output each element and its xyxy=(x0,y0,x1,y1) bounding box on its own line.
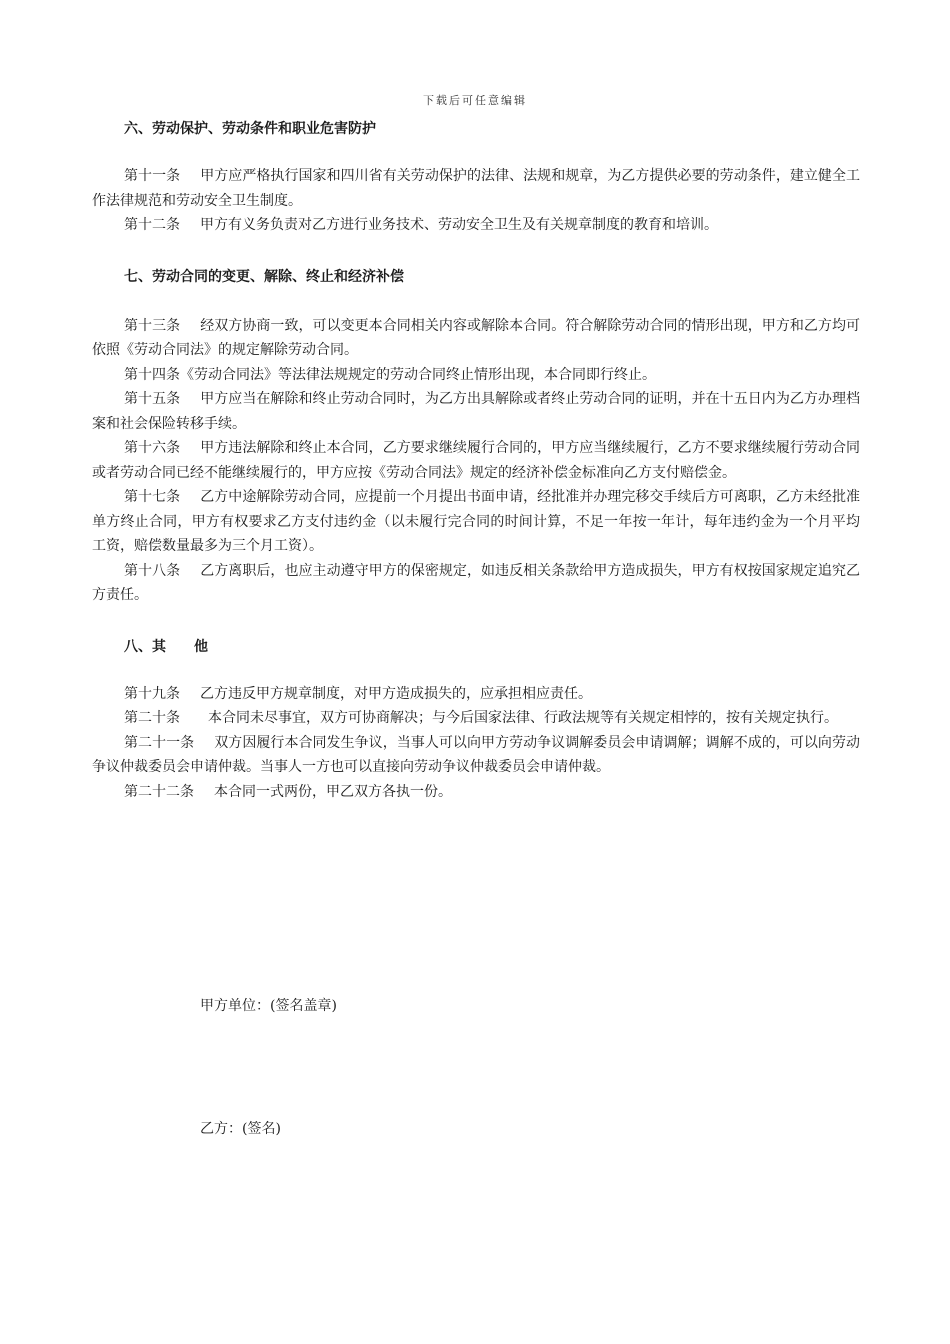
clause-22-number: 第二十二条 xyxy=(124,783,194,800)
clause-19-text: 乙方违反甲方规章制度，对甲方造成损失的，应承担相应责任。 xyxy=(200,685,592,702)
clause-14 xyxy=(92,363,860,388)
clause-16-number: 第十六条 xyxy=(124,440,181,456)
clause-12-number: 第十二条 xyxy=(124,217,180,233)
clause-21-number: 第二十一条 xyxy=(124,734,195,751)
clause-11-text: 甲方应严格执行国家和四川省有关劳动保护的法律、法规和规章，为乙方提供必要的劳动条件，建立健全工作法律规范和劳动安全卫生制度。 xyxy=(92,168,861,209)
clause-19 xyxy=(92,682,860,707)
clause-12-text: 甲方有义务负责对乙方进行业务技术、劳动安全卫生及有关规章制度的教育和培训。 xyxy=(200,217,718,233)
clause-14-text: 《劳动合同法》等法律法规规定的劳动合同终止情形出现，本合同即行终止。 xyxy=(180,366,656,383)
header-watermark: 下载后可任意编辑 xyxy=(423,94,527,107)
clause-20 xyxy=(92,706,860,731)
party-a-signature-line: 甲方单位：(签名盖章) xyxy=(200,998,337,1014)
clause-15-number: 第十五条 xyxy=(124,391,181,407)
section-6-heading: 六、劳动保护、劳动条件和职业危害防护 xyxy=(124,121,376,137)
contract-body xyxy=(92,118,860,804)
clause-13-number: 第十三条 xyxy=(124,317,181,334)
party-b-signature-line: 乙方：(签名) xyxy=(200,1121,281,1137)
clause-11-number: 第十一条 xyxy=(124,168,181,184)
clause-15-text: 甲方应当在解除和终止劳动合同时，为乙方出具解除或者终止劳动合同的证明，并在十五日内为乙方办理档案和社会保险转移手续。 xyxy=(92,391,861,432)
section-7-heading: 七、劳动合同的变更、解除、终止和经济补偿 xyxy=(124,268,404,285)
clause-21-text: 双方因履行本合同发生争议，当事人可以向甲方劳动争议调解委员会申请调解；调解不成的，可以向劳动争议仲裁委员会申请仲裁。当事人一方也可以直接向劳动争议仲裁委员会申请仲裁。 xyxy=(92,734,861,775)
section-8-heading xyxy=(124,636,860,658)
clause-11 xyxy=(92,164,860,213)
clause-18 xyxy=(92,559,860,608)
clause-12 xyxy=(92,213,860,238)
clause-13-text: 经双方协商一致，可以变更本合同相关内容或解除本合同。符合解除劳动合同的情形出现，甲方和乙方均可依照《劳动合同法》的规定解除劳动合同。 xyxy=(92,317,861,358)
clause-19-number: 第十九条 xyxy=(124,685,180,702)
clause-20-text: 本合同未尽事宜，双方可协商解决；与今后国家法律、行政法规等有关规定相悖的，按有关规定执行。 xyxy=(208,710,838,726)
clause-22 xyxy=(92,780,860,805)
clause-17 xyxy=(92,485,860,559)
clause-15 xyxy=(92,387,860,436)
clause-13 xyxy=(92,314,860,363)
clause-18-text: 乙方离职后，也应主动遵守甲方的保密规定，如违反相关条款给甲方造成损失，甲方有权按国家规定追究乙方责任。 xyxy=(92,562,861,603)
section-8-heading-part-b: 他 xyxy=(194,638,208,655)
clause-17-number: 第十七条 xyxy=(124,489,181,505)
clause-20-number: 第二十条 xyxy=(124,710,180,726)
clause-22-text: 本合同一式两份，甲乙双方各执一份。 xyxy=(214,783,452,800)
clause-16 xyxy=(92,436,860,485)
clause-21 xyxy=(92,731,860,780)
clause-16-text: 甲方违法解除和终止本合同，乙方要求继续履行合同的，甲方应当继续履行，乙方不要求继续履行劳动合同或者劳动合同已经不能继续履行的，甲方应按《劳动合同法》规定的经济补偿金标准向乙方支付赔偿金。 xyxy=(92,440,861,481)
clause-14-number: 第十四条 xyxy=(124,366,180,383)
section-8-heading-part-a: 八、其 xyxy=(124,638,166,655)
clause-18-number: 第十八条 xyxy=(124,562,181,579)
clause-17-text: 乙方中途解除劳动合同，应提前一个月提出书面申请，经批准并办理完移交手续后方可离职，乙方未经批准单方终止合同，甲方有权要求乙方支付违约金（以未履行完合同的时间计算，不足一年按一年计，每年违约金为一个月平均工资，赔偿数量最多为三个月工资）。 xyxy=(92,489,861,554)
